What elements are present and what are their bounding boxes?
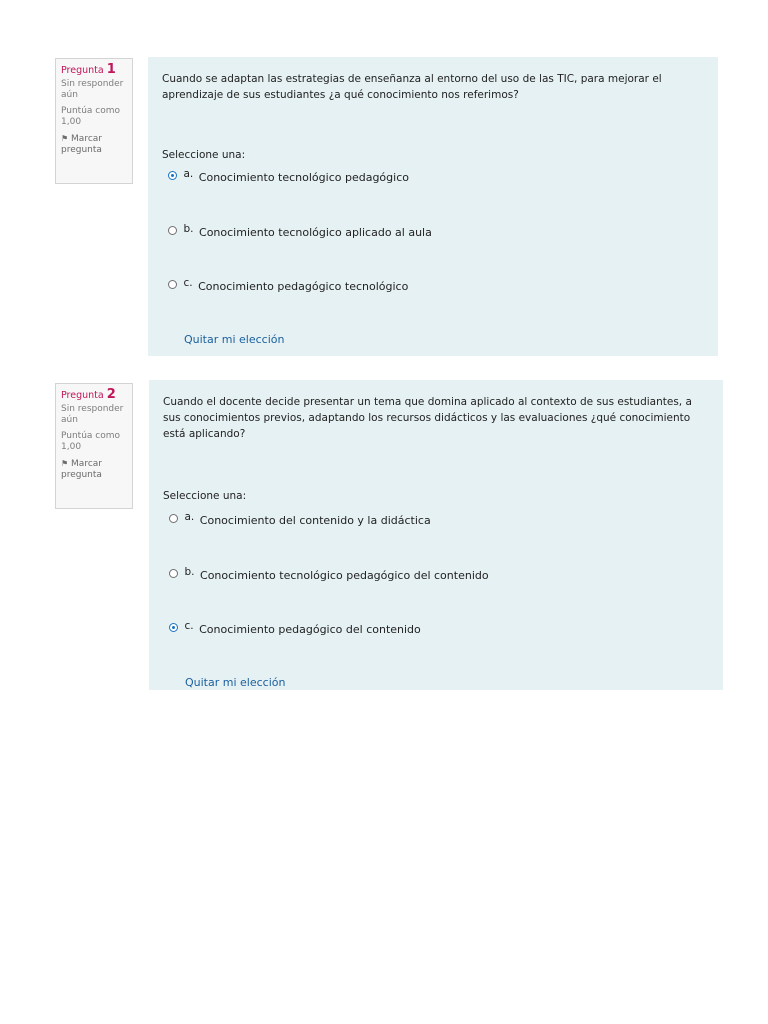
radio-button-c[interactable]: [168, 280, 177, 289]
answer-prompt: Seleccione una:: [162, 149, 246, 161]
answer-letter: c.: [183, 277, 193, 289]
answer-text: Conocimiento pedagógico del contenido: [199, 623, 421, 636]
answer-letter: a.: [183, 168, 194, 180]
radio-button-a[interactable]: [169, 514, 178, 523]
answer-letter: a.: [184, 511, 195, 523]
question-text: Cuando se adaptan las estrategias de enseñanza al entorno del uso de las TIC, para mejorar el aprendizaje de sus estudiantes ¿a qué conocimiento nos referimos?: [162, 73, 662, 101]
answer-option-b[interactable]: [169, 566, 489, 582]
radio-button-b[interactable]: [168, 226, 177, 235]
clear-choice-link[interactable]: Quitar mi elección: [184, 333, 285, 346]
flag-question-link[interactable]: [61, 133, 127, 156]
answer-prompt: Seleccione una:: [163, 490, 247, 502]
question-number-line: [61, 389, 127, 401]
question-label: Pregunta: [61, 65, 104, 76]
question-2-info: [55, 383, 133, 509]
answer-option-a[interactable]: [169, 511, 431, 527]
answer-option-a[interactable]: [168, 168, 409, 184]
question-1-info: [55, 58, 133, 184]
question-number: 2: [106, 387, 116, 402]
question-state: Sin responder aún: [61, 79, 124, 100]
question-grade: Puntúa como 1,00: [61, 106, 121, 127]
radio-button-c[interactable]: [169, 623, 178, 632]
question-number-line: [61, 64, 127, 76]
answer-text: Conocimiento del contenido y la didáctica: [199, 514, 431, 527]
answer-letter: b.: [184, 566, 195, 578]
answer-text: Conocimiento tecnológico pedagógico: [198, 171, 409, 184]
flag-label: Marcar pregunta: [61, 134, 102, 155]
question-number: 1: [106, 62, 116, 77]
question-2-content: [149, 380, 723, 690]
clear-choice-link[interactable]: Quitar mi elección: [185, 676, 286, 689]
answer-letter: c.: [184, 620, 194, 632]
answer-letter: b.: [183, 223, 194, 235]
answer-text: Conocimiento tecnológico aplicado al aula: [199, 226, 432, 239]
question-text: Cuando el docente decide presentar un tema que domina aplicado al contexto de sus estudiantes, a sus conocimientos previos, adaptando los recursos didácticos y las evaluaciones ¿qué conocimiento está aplicando?: [163, 396, 692, 440]
radio-button-a[interactable]: [168, 171, 177, 180]
flag-icon: ⚑: [61, 459, 69, 468]
question-label: Pregunta: [61, 390, 104, 401]
question-state: Sin responder aún: [61, 404, 124, 425]
radio-button-b[interactable]: [169, 569, 178, 578]
flag-icon: ⚑: [61, 134, 69, 143]
question-1-content: [148, 57, 718, 356]
answer-option-c[interactable]: [168, 277, 408, 293]
flag-question-link[interactable]: [61, 458, 127, 481]
answer-option-c[interactable]: [169, 620, 421, 636]
answer-option-b[interactable]: [168, 223, 432, 239]
question-grade: Puntúa como 1,00: [61, 431, 121, 452]
answer-text: Conocimiento pedagógico tecnológico: [198, 280, 409, 293]
answer-text: Conocimiento tecnológico pedagógico del contenido: [200, 569, 489, 582]
flag-label: Marcar pregunta: [61, 459, 102, 480]
